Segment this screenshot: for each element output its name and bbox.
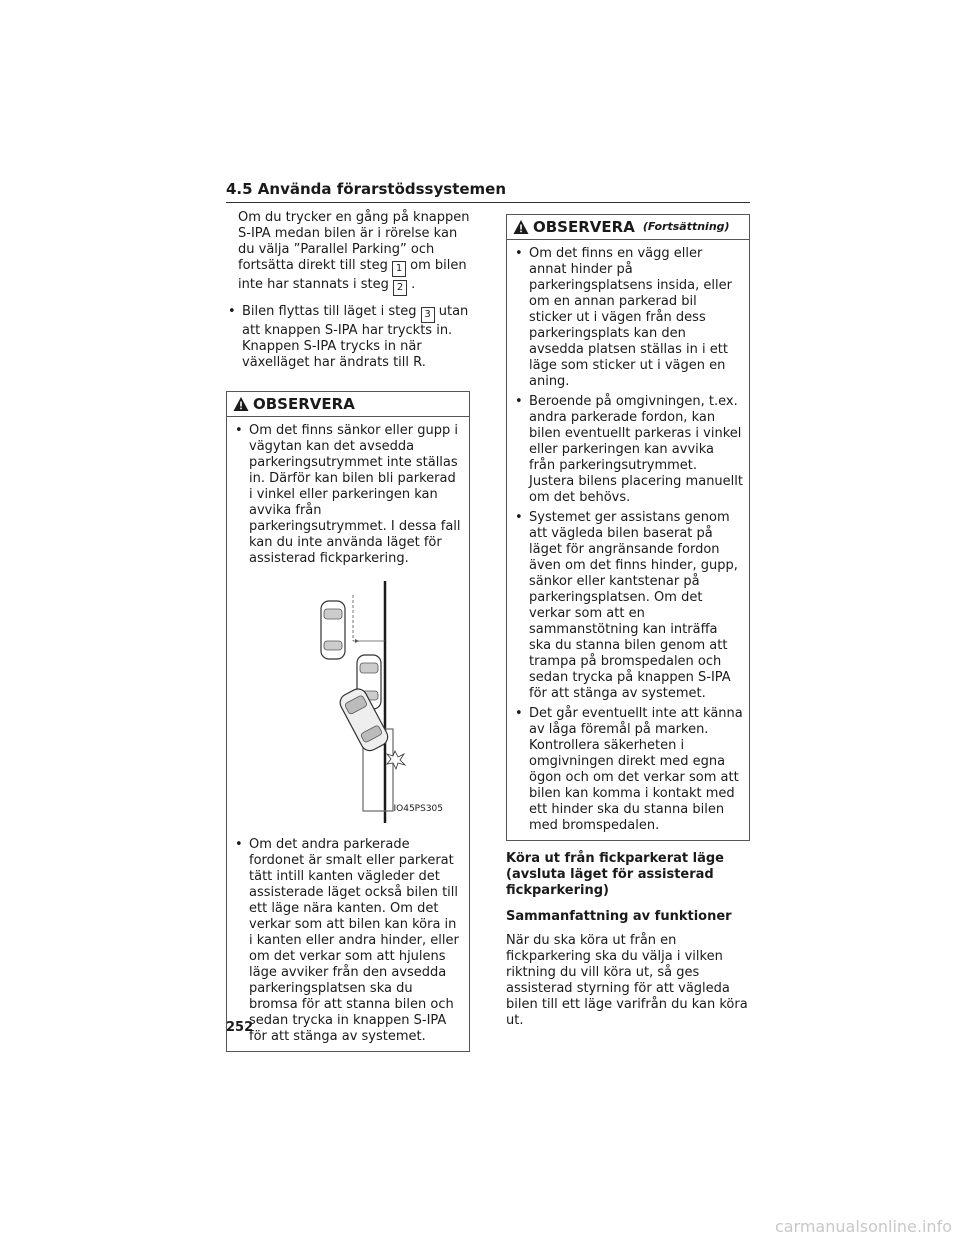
subheading-summary: Sammanfattning av funktioner bbox=[506, 909, 732, 924]
notice-header bbox=[227, 392, 469, 417]
notice-box bbox=[226, 391, 470, 1052]
notice-header bbox=[507, 215, 749, 240]
notice-bullet: • Beroende på omgivningen, t.ex. andra parkerade fordon, kan bilen eventuellt parkeras i vinkel eller parkeringen kan avvika från parkeringsutrymmet. Justera bilens placering manuellt om det behövs. bbox=[513, 394, 743, 506]
notice-title: OBSERVERA bbox=[253, 395, 355, 413]
subheading: Köra ut från fickparkerat läge (avsluta läget för assisterad fickparkering) bbox=[506, 851, 724, 898]
step-3-badge: 3 bbox=[421, 307, 435, 323]
bullet-step-3: • Bilen flyttas till läget i steg 3 utan att knappen S-IPA har tryckts in. Knappen S-IPA trycks in när växelläget har ändrats till R. bbox=[226, 304, 470, 371]
parking-diagram bbox=[237, 581, 467, 823]
body-paragraph: När du ska köra ut från en fickparkering ska du välja i vilken riktning du vill köra ut, så ges assisterad styrning för att vägleda bilen till ett läge varifrån du kan köra ut. bbox=[506, 933, 748, 1028]
notice-bullet: • Om det andra parkerade fordonet är smalt eller parkerat tätt intill kanten vägleder det assisterade läget också bilen till ett läge nära kanten. Om det verkar som att bilen kan köra in i kanten eller andra hinder, eller om det verkar som att hjulens läge avviker från den avsedda parkeringsplatsen ska du bromsa för att stanna bilen och sedan trycka in knappen S-IPA för att stänga av systemet. bbox=[233, 837, 463, 1045]
parked-car-front bbox=[321, 601, 345, 659]
angled-car bbox=[337, 686, 391, 754]
warning-triangle-icon bbox=[513, 219, 529, 235]
figure-code: IO45PS305 bbox=[393, 804, 443, 814]
notice-bullet: • Om det finns sänkor eller gupp i vägytan kan det avsedda parkeringsutrymmet inte ställas in. Därför kan bilen bli parkerad i vinkel eller parkeringen kan avvika från parkeringsutrymmet. I dessa fall kan du inte använda läget för assisterad fickparkering. bbox=[233, 423, 463, 567]
notice-title: OBSERVERA bbox=[533, 218, 635, 236]
notice-box-continued bbox=[506, 214, 750, 841]
watermark: carmanualsonline.info bbox=[774, 1217, 952, 1236]
section-title: 4.5 Använda förarstödssystemen bbox=[226, 180, 507, 198]
parking-illustration bbox=[237, 581, 467, 823]
notice-bullet: • Om det finns en vägg eller annat hinder på parkeringsplatsens insida, eller om en annan parkerad bil sticker ut i vägen från dess parkeringsplats kan den avsedda platsen ställas in i ett läge som sticker ut i vägen en aning. bbox=[513, 246, 743, 390]
notice-bullet: • Det går eventuellt inte att känna av låga föremål på marken. Kontrollera säkerheten i omgivningen direkt med egna ögon och om det verkar som att bilen kan komma i kontakt med ett hinder ska du stanna bilen med bromspedalen. bbox=[513, 706, 743, 834]
notice-bullet: • Systemet ger assistans genom att vägleda bilen baserat på läget för angränsande fordon även om det finns hinder, gupp, sänkor eller kantstenar på parkeringsplatsen. Om det verkar som att en sammanstötning kan inträffa ska du stanna bilen genom att trampa på bromspedalen och sedan trycka på knappen S-IPA för att stänga av systemet. bbox=[513, 510, 743, 702]
step-2-badge: 2 bbox=[393, 280, 407, 296]
right-column bbox=[506, 214, 750, 1029]
left-column bbox=[226, 210, 470, 1052]
section-header bbox=[226, 178, 750, 203]
intro-paragraph: Om du trycker en gång på knappen S-IPA medan bilen är i rörelse kan du välja ”Parallel Parking” och fortsätta direkt till steg 1 om bilen inte har stannats i steg 2 . bbox=[226, 210, 470, 296]
continued-label: (Fortsättning) bbox=[642, 220, 730, 233]
page-number: 252 bbox=[226, 1020, 254, 1035]
step-1-badge: 1 bbox=[392, 261, 406, 277]
warning-triangle-icon bbox=[233, 396, 249, 412]
